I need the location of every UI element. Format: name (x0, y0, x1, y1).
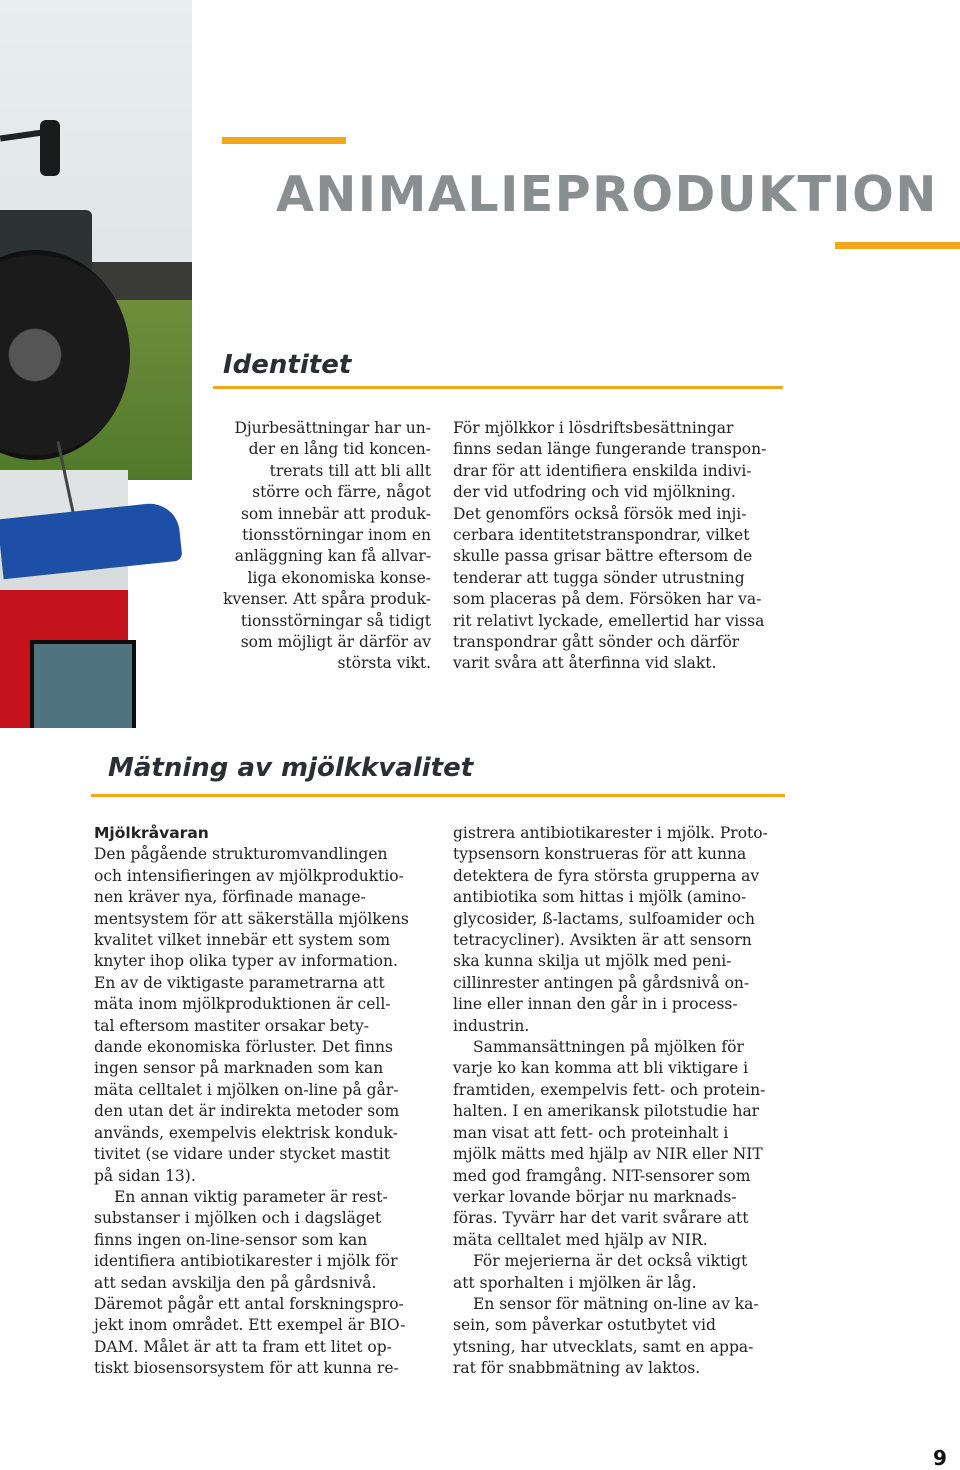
paragraph (453, 1251, 798, 1294)
text-line: cillinrester antingen på gårdsnivå on- (453, 973, 750, 992)
photo-cab-window (30, 640, 136, 728)
text-line: typsensorn konstrueras för att kunna (453, 845, 747, 864)
text-line: DAM. Målet är att ta fram ett litet op- (94, 1337, 392, 1356)
text-line: En av de viktigaste parametrarna att (94, 973, 385, 992)
text-line: rat för snabbmätning av laktos. (453, 1359, 701, 1378)
text-line: industrin. (453, 1016, 530, 1035)
text-line: finns ingen on-line-sensor som kan (94, 1230, 368, 1249)
text-line: der vid utfodring och vid mjölkning. (453, 483, 736, 502)
text-line: framtiden, exempelvis fett- och protein- (453, 1080, 766, 1099)
photo-mirror (40, 120, 60, 176)
text-line: mentsystem för att säkerställa mjölkens (94, 909, 409, 928)
subheading-mjolkravaran: Mjölkråvaran (94, 824, 209, 842)
text-line: För mejerierna är det också viktigt (473, 1252, 748, 1271)
section-heading-identitet: Identitet (223, 350, 352, 380)
matning-right-column (453, 823, 798, 1380)
text-line: Sammansättningen på mjölken för (473, 1038, 744, 1057)
text-line: dande ekonomiska förluster. Det finns (94, 1038, 393, 1057)
text-line: rit relativt lyckade, emellertid har vissa (453, 611, 765, 630)
text-line: tivitet (se vidare under stycket mastit (94, 1145, 390, 1164)
section-rule-identitet (213, 386, 783, 389)
section-heading-matning: Mätning av mjölkkvalitet (108, 753, 474, 783)
paragraph (453, 1037, 798, 1251)
text-line: på sidan 13). (94, 1166, 196, 1185)
text-line: mäta celltalet i mjölken on-line på går- (94, 1080, 399, 1099)
accent-bar-top (222, 137, 346, 144)
text-line: kvenser. Att spåra produk- (223, 590, 431, 609)
identitet-right-column (453, 418, 793, 675)
text-line: En sensor för mätning on-line av ka- (473, 1294, 759, 1313)
text-line: jekt inom området. Ett exempel är BIO- (94, 1316, 406, 1335)
text-line: gistrera antibiotikarester i mjölk. Proto- (453, 824, 768, 842)
text-line: line eller innan den går in i process- (453, 995, 738, 1014)
identitet-left-column (196, 418, 431, 675)
text-line: som innebär att produk- (240, 504, 431, 523)
text-line: antibiotika som hittas i mjölk (amino- (453, 888, 747, 907)
text-line: Djurbesättningar har un- (234, 419, 431, 437)
text-line: tionsstörningar inom en (242, 526, 431, 545)
text-line: En annan viktig parameter är rest- (114, 1187, 388, 1206)
text-line: liga ekonomiska konse- (247, 568, 431, 587)
page-number: 9 (933, 1446, 947, 1470)
text-line: glycosider, ß-lactams, sulfoamider och (453, 909, 755, 928)
text-line: föras. Tyvärr har det varit svårare att (453, 1209, 749, 1228)
text-line: skulle passa grisar bättre eftersom de (453, 547, 753, 566)
text-line: mäta celltalet med hjälp av NIR. (453, 1230, 708, 1249)
text-line: att sporhalten i mjölken är låg. (453, 1273, 697, 1292)
text-line: mäta inom mjölkproduktionen är cell- (94, 995, 391, 1014)
text-line: identifiera antibiotikarester i mjölk för (94, 1252, 398, 1271)
text-line: används, exempelvis elektrisk konduk- (94, 1123, 398, 1142)
text-line: och intensifieringen av mjölkproduktio- (94, 866, 404, 885)
text-line: verkar lovande börjar nu marknads- (453, 1187, 737, 1206)
text-line: nen kräver nya, förfinade manage- (94, 888, 366, 907)
text-line: som möjligt är därför av (240, 633, 431, 652)
text-line: ska kunna skilja ut mjölk med peni- (453, 952, 732, 971)
text-line: halten. I en amerikansk pilotstudie har (453, 1102, 760, 1121)
text-line: varje ko kan komma att bli viktigare i (453, 1059, 749, 1078)
text-line: sein, som påverkar ostutbytet vid (453, 1316, 716, 1335)
text-line: större och färre, något (252, 483, 431, 502)
paragraph (94, 1187, 439, 1380)
text-line: ingen sensor på marknaden som kan (94, 1059, 384, 1078)
paragraph (94, 844, 439, 1187)
text-line: För mjölkkor i lösdriftsbesättningar (453, 419, 734, 437)
text-line: ytsning, har utvecklats, samt en appa- (453, 1337, 754, 1356)
text-line: finns sedan länge fungerande transpon- (453, 440, 767, 459)
text-line: der en lång tid koncen- (248, 440, 431, 459)
text-line: tenderar att tugga sönder utrustning (453, 568, 745, 587)
text-line: den utan det är indirekta metoder som (94, 1102, 400, 1121)
text-line: som placeras på dem. Försöken har va- (453, 590, 762, 609)
text-line: drar för att identifiera enskilda indivi- (453, 461, 752, 480)
text-line: detektera de fyra största grupperna av (453, 866, 760, 885)
text-line: med god framgång. NIT-sensorer som (453, 1166, 751, 1185)
section-rule-matning (91, 794, 785, 797)
text-line: trerats till att bli allt (269, 461, 431, 480)
accent-bar-right (835, 242, 960, 249)
text-line: anläggning kan få allvar- (234, 547, 431, 566)
text-line: tal eftersom mastiter orsakar bety- (94, 1016, 370, 1035)
text-line: knyter ihop olika typer av information. (94, 952, 398, 971)
text-line: Den pågående strukturomvandlingen (94, 845, 388, 864)
paragraph (453, 1294, 798, 1380)
text-line: substanser i mjölken och i dagsläget (94, 1209, 382, 1228)
page-title: ANIMALIEPRODUKTION (276, 166, 938, 223)
text-line: varit svåra att återfinna vid slakt. (453, 654, 717, 673)
text-line: tetracycliner). Avsikten är att sensorn (453, 931, 752, 950)
text-line: Däremot pågår ett antal forskningspro- (94, 1294, 404, 1313)
text-line: tiskt biosensorsystem för att kunna re- (94, 1359, 399, 1378)
text-line: kvalitet vilket innebär ett system som (94, 931, 391, 950)
text-line: mjölk mätts med hjälp av NIR eller NIT (453, 1145, 763, 1164)
tractor-photo (0, 0, 192, 728)
text-line: cerbara identitetstranspondrar, vilket (453, 526, 750, 545)
text-line: tionsstörningar så tidigt (240, 611, 431, 630)
text-line: att sedan avskilja den på gårdsnivå. (94, 1273, 377, 1292)
text-line: transpondrar gått sönder och därför (453, 633, 740, 652)
paragraph (453, 823, 798, 1037)
matning-left-column (94, 823, 439, 1380)
matning-left-text (94, 844, 439, 1379)
text-line: man visat att fett- och proteinhalt i (453, 1123, 729, 1142)
text-line: största vikt. (337, 654, 431, 673)
text-line: Det genomförs också försök med inji- (453, 504, 747, 523)
